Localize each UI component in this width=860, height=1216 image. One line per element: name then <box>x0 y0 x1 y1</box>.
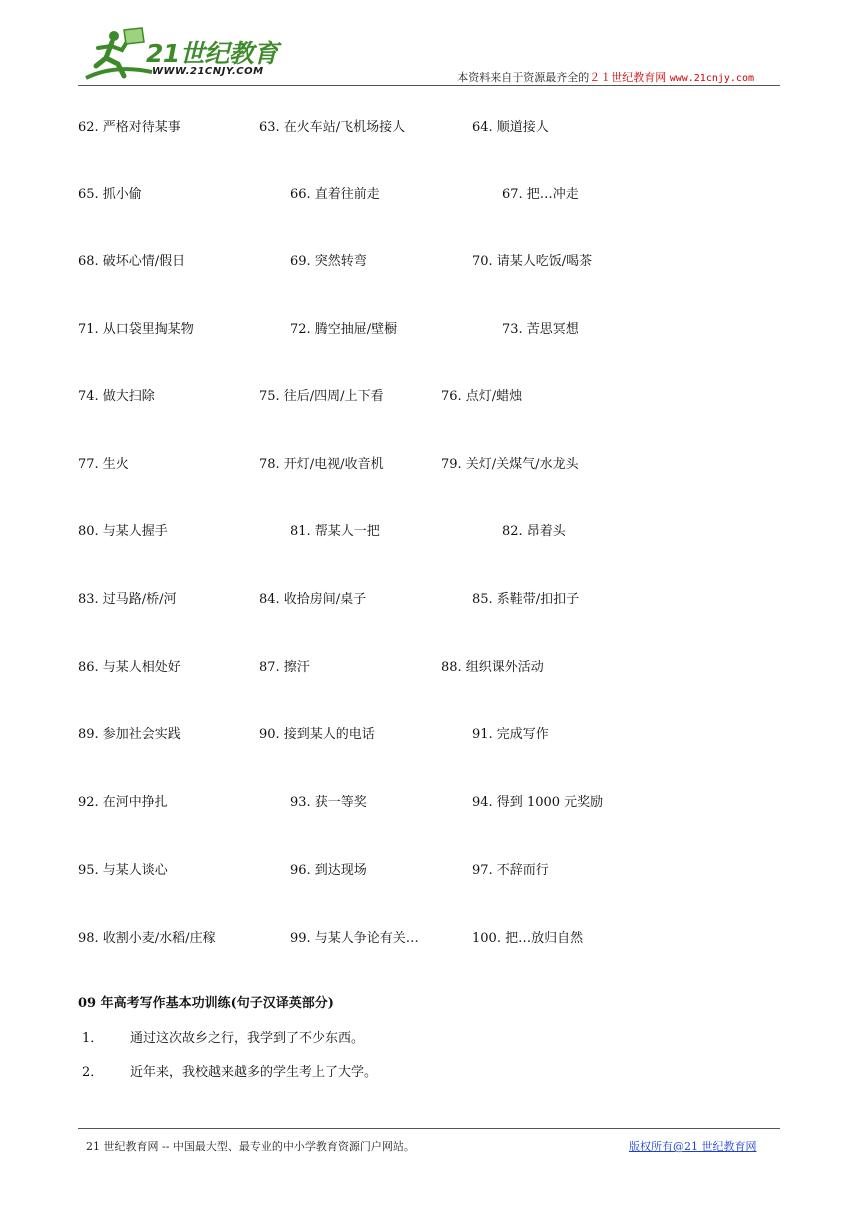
header-note-url[interactable]: www.21cnjy.com <box>669 73 754 84</box>
logo-url: WWW.21CNJY.COM <box>152 66 264 77</box>
phrase-item: 86. 与某人相处好 <box>78 660 181 675</box>
phrase-item: 92. 在河中挣扎 <box>78 795 168 810</box>
header-divider <box>78 85 780 86</box>
phrase-item: 81. 帮某人一把 <box>290 524 380 539</box>
phrase-item: 62. 严格对待某事 <box>78 120 181 135</box>
phrase-item: 63. 在火车站/飞机场接人 <box>259 120 406 135</box>
phrase-item: 65. 抓小偷 <box>78 187 142 202</box>
sentence-number: 1． <box>82 1031 104 1046</box>
header-note-prefix: 本资料来自于资源最齐全的 <box>457 71 590 84</box>
phrase-item: 74. 做大扫除 <box>78 389 155 404</box>
phrase-item: 75. 往后/四周/上下看 <box>259 389 384 404</box>
section-title: 09 年高考写作基本功训练(句子汉译英部分) <box>78 996 334 1011</box>
phrase-item: 71. 从口袋里掏某物 <box>78 322 194 337</box>
phrase-item: 83. 过马路/桥/河 <box>78 592 177 607</box>
phrase-item: 93. 获一等奖 <box>290 795 367 810</box>
logo-text: 21世纪教育 <box>146 39 278 68</box>
phrase-item: 78. 开灯/电视/收音机 <box>259 457 384 472</box>
phrase-item: 97. 不辞而行 <box>472 863 549 878</box>
sentence-text: 近年来，我校越来越多的学生考上了大学。 <box>130 1065 378 1080</box>
phrase-item: 85. 系鞋带/扣扣子 <box>472 592 580 607</box>
phrase-item: 68. 破坏心情/假日 <box>78 254 186 269</box>
phrase-item: 79. 关灯/关煤气/水龙头 <box>441 457 579 472</box>
phrase-item: 94. 得到 1000 元奖励 <box>472 795 604 810</box>
phrase-item: 80. 与某人握手 <box>78 524 168 539</box>
footer-text: 21 世纪教育网 -- 中国最大型、最专业的中小学教育资源门户网站。 <box>86 1140 415 1153</box>
header-note <box>457 69 754 85</box>
phrase-item: 70. 请某人吃饭/喝茶 <box>472 254 593 269</box>
footer-divider <box>78 1128 780 1129</box>
copyright-link[interactable]: 版权所有@21 世纪教育网 <box>629 1140 757 1153</box>
phrase-item: 82. 昂着头 <box>502 524 566 539</box>
phrase-item: 72. 腾空抽屉/壁橱 <box>290 322 398 337</box>
phrase-item: 66. 直着往前走 <box>290 187 380 202</box>
phrase-item: 96. 到达现场 <box>290 863 367 878</box>
phrase-item: 64. 顺道接人 <box>472 120 549 135</box>
phrase-item: 87. 擦汗 <box>259 660 310 675</box>
phrase-item: 95. 与某人谈心 <box>78 863 168 878</box>
phrase-item: 77. 生火 <box>78 457 129 472</box>
sentence-number: 2． <box>82 1065 104 1080</box>
runner-logo-icon <box>84 26 154 86</box>
phrase-item: 73. 苦思冥想 <box>502 322 579 337</box>
phrase-item: 84. 收拾房间/桌子 <box>259 592 367 607</box>
phrase-item: 90. 接到某人的电话 <box>259 727 375 742</box>
header-note-site[interactable]: ２１世纪教育网 <box>589 71 667 84</box>
phrase-item: 88. 组织课外活动 <box>441 660 544 675</box>
phrase-item: 69. 突然转弯 <box>290 254 367 269</box>
phrase-item: 76. 点灯/蜡烛 <box>441 389 523 404</box>
phrase-item: 89. 参加社会实践 <box>78 727 181 742</box>
phrase-item: 100. 把…放归自然 <box>472 931 584 946</box>
phrase-item: 67. 把…冲走 <box>502 187 579 202</box>
site-logo <box>84 26 294 86</box>
page-header <box>78 18 780 86</box>
phrase-item: 99. 与某人争论有关… <box>290 931 419 946</box>
phrase-item: 98. 收割小麦/水稻/庄稼 <box>78 931 216 946</box>
phrase-item: 91. 完成写作 <box>472 727 549 742</box>
sentence-text: 通过这次故乡之行，我学到了不少东西。 <box>130 1031 365 1046</box>
